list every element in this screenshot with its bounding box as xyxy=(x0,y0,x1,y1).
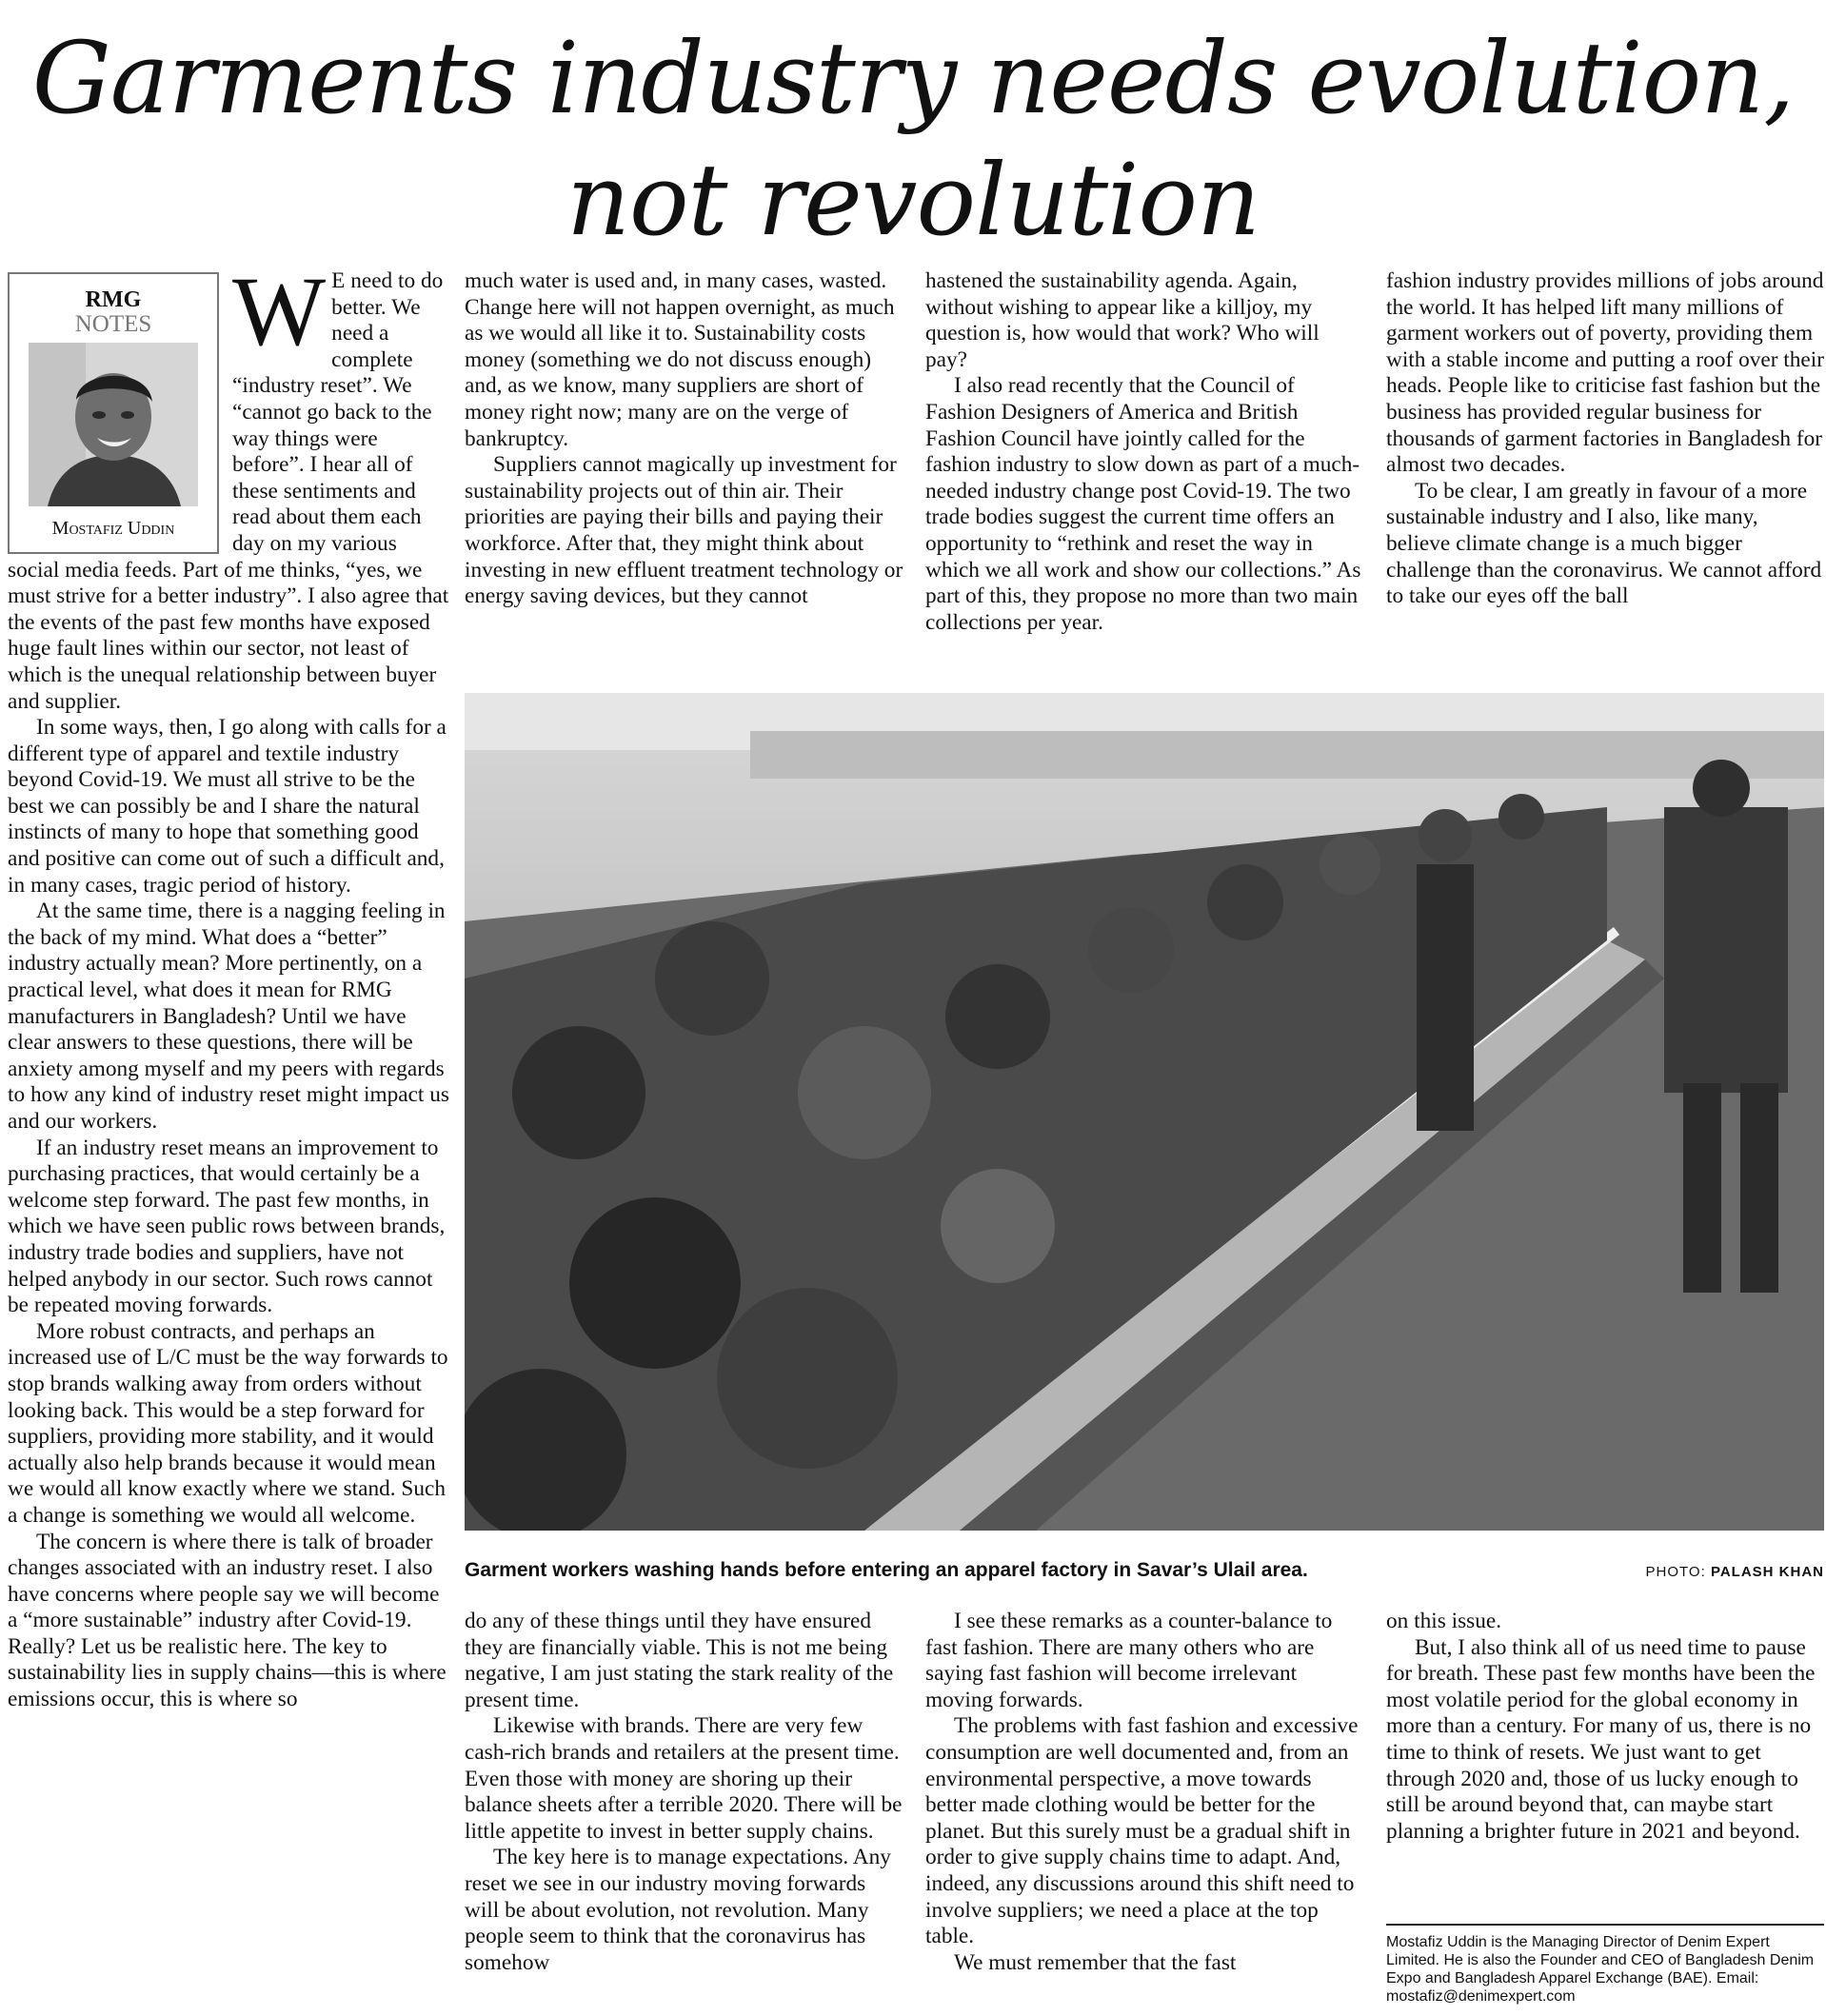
article-column-3-top xyxy=(925,268,1363,668)
column-box-title: RMG xyxy=(85,287,142,312)
col1-paragraph-4: If an industry reset means an improvement to purchasing practices, that would certainly be a welcome step forward. The past few months, in which we have seen public rows between brands, industry trade bodies and suppliers, have not helped anybody in our sector. Such rows cannot be repeated moving forwards. xyxy=(8,1135,446,1318)
drop-cap: W xyxy=(232,268,327,366)
headline-line-1: Garments industry needs evolution, xyxy=(31,20,1795,136)
col1-paragraph-3: At the same time, there is a nagging feeling in the back of my mind. What does a “better” industry actually mean? More pertinently, on a practical level, what does it mean for RMG manufacturers in Bangladesh? Until we have clear answers to these questions, there will be anxiety among myself and my peers with regards to how any kind of industry reset might impact us and our workers. xyxy=(8,899,449,1134)
col2-top-paragraph-2: Suppliers cannot magically up investment for sustainability projects out of thin air. Their priorities are paying their bills and paying their workforce. After that, they might think about investing in new effluent treatment technology or energy saving devices, but they cannot xyxy=(465,452,903,609)
photo-credit: PHOTO: PALASH KHAN xyxy=(1645,1564,1824,1580)
article-column-3-bottom xyxy=(925,1609,1363,2016)
article-column-4-top xyxy=(1386,268,1824,668)
col2-bottom-paragraph-2: Likewise with brands. There are very few cash-rich brands and retailers at the present time. Even those with money are shoring up their balance sheets after a terrible 2020. There will be little appetite to invest in better supply chains. xyxy=(465,1713,903,1844)
col1-paragraph-2: In some ways, then, I go along with calls for a different type of apparel and textile industry beyond Covid-19. We must all strive to be the best we can possibly be and I share the natural instincts of many to hope that something good and positive can come out of such a difficult and, in many cases, tragic period of history. xyxy=(8,715,447,898)
garment-workers-photo xyxy=(465,693,1824,1531)
box-spacer xyxy=(8,268,232,556)
article-headline xyxy=(0,17,1826,261)
col4-bottom-paragraph-1: on this issue. xyxy=(1386,1609,1502,1633)
col3-bottom-paragraph-3: We must remember that the fast xyxy=(954,1949,1237,1975)
photo-credit-name: PALASH KHAN xyxy=(1710,1564,1824,1580)
col3-top-paragraph-2: I also read recently that the Council of Fashion Designers of America and British Fashion Council have jointly called for the fashion industry to slow down as part of a much-needed industry change post Covid-19. The two trade bodies suggest the current time offers an opportunity to “rethink and reset the way in which we all work and show our collections.” As part of this, they propose no more than two main collections per year. xyxy=(925,373,1361,635)
col3-bottom-paragraph-2: The problems with fast fashion and excessive consumption are well documented and, from an environmental perspective, a move towards better made clothing would be better for the planet. But this surely must be a gradual shift in order to give supply chains time to adapt. And, indeed, any discussions around this shift need to involve suppliers; we need a place at the top table. xyxy=(925,1713,1359,1949)
column-box-author: Mostafiz Uddin xyxy=(51,518,175,539)
col1-paragraph-6: The concern is where there is talk of broader changes associated with an industry reset. I also have concerns where people say we will become a “more sustainable” industry after Covid-19. Really? Let us be realistic here. The key to sustainability lies in supply chains—this is where emissions occur, this is where so xyxy=(8,1529,447,1712)
col4-bottom-paragraph-2: But, I also think all of us need time to pause for breath. These past few months have been the most volatile period for the global economy in more than a century. For many of us, there is no time to think of resets. We just want to get through 2020 and, those of us lucky enough to still be around beyond that, can maybe start planning a brighter future in 2021 and beyond. xyxy=(1386,1634,1816,1844)
column-box-subtitle: NOTES xyxy=(74,311,152,337)
col1-paragraph-5: More robust contracts, and perhaps an increased use of L/C must be the way forwards to stop brands walking away from orders without looking back. This would be a step forward for suppliers, providing more stability, and it would actually also help brands because it would mean we would all know exactly where we stand. Such a change is something we would all welcome. xyxy=(8,1318,448,1528)
photo-caption: Garment workers washing hands before entering an apparel factory in Savar’s Ulail area. xyxy=(465,1559,1308,1581)
article-column-2-top xyxy=(465,268,904,668)
col2-bottom-paragraph-1: do any of these things until they have ensured they are financially viable. This is not me being negative, I am just stating the stark reality of the present time. xyxy=(465,1609,894,1712)
article-column-4-bottom xyxy=(1386,1609,1824,1915)
col1-paragraph-1: W E need to do better. We need a complete “industry reset”. We “cannot go back to the way things were before”. I hear all of these sentiments and read about them each day on my various social media feeds. Part of me thinks, “yes, we must strive for a better industry”. I also agree that the events of the past few months have exposed huge fault lines within our sector, not least of which is the unequal relationship between buyer and supplier. xyxy=(8,268,449,714)
col3-top-paragraph-1: hastened the sustainability agenda. Again, without wishing to appear like a killjoy, my question is, how would that work? Who will pay? xyxy=(925,268,1320,372)
col2-bottom-paragraph-3: The key here is to manage expectations. Any reset we see in our industry moving forwards will be about evolution, not revolution. Many people seem to think that the coronavirus has somehow xyxy=(465,1845,891,1975)
news-photo xyxy=(465,693,1824,1531)
col4-top-paragraph-2: To be clear, I am greatly in favour of a more sustainable industry and I also, like many, believe climate change is a much bigger challenge than the coronavirus. We cannot afford to take our eyes off the ball xyxy=(1386,478,1822,609)
col4-top-paragraph-1: fashion industry provides millions of jobs around the world. It has helped lift many millions of garment workers out of poverty, providing them with a stable income and putting a roof over their heads. People like to criticise fast fashion but the business has provided regular business for thousands of garment factories in Bangladesh for almost two decades. xyxy=(1386,268,1824,478)
col2-top-paragraph-1: much water is used and, in many cases, wasted. Change here will not happen overnight, as much as we would all like it to. Sustainability costs money (something we do not discuss enough) and, as we know, many suppliers are short of money right now; many are on the verge of bankruptcy. xyxy=(465,268,895,451)
article-column-1 xyxy=(8,268,451,2016)
article-column-2-bottom xyxy=(465,1609,904,2016)
photo-caption-bar xyxy=(465,1559,1824,1582)
col3-bottom-paragraph-1: I see these remarks as a counter-balance to fast fashion. There are many others who are saying fast fashion will become irrelevant moving forwards. xyxy=(925,1609,1333,1712)
headline-line-2: not revolution xyxy=(566,142,1260,258)
author-bio: Mostafiz Uddin is the Managing Director of Denim Expert Limited. He is also the Founder and CEO of Bangladesh Denim Expo and Bangladesh Apparel Exchange (BAE). Email: mostafiz@denimexpert.com xyxy=(1386,1924,1824,2006)
